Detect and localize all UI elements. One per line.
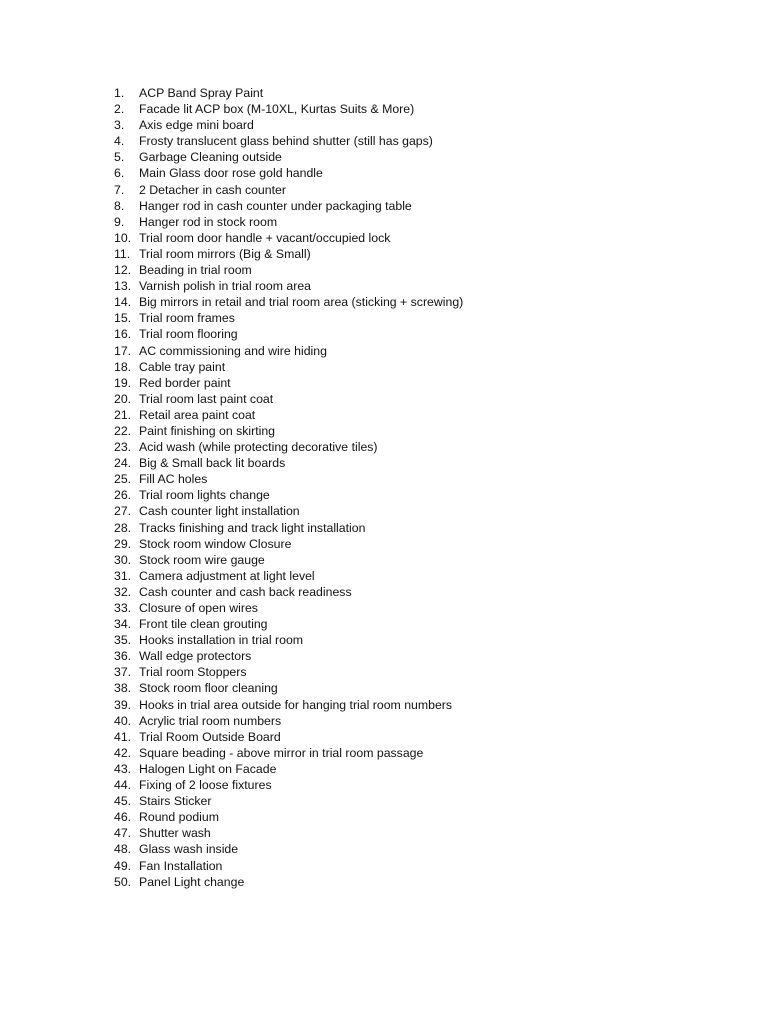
list-item-text: Panel Light change <box>139 874 245 889</box>
list-item-text: Big mirrors in retail and trial room area (sticking + screwing) <box>139 295 464 310</box>
list-item <box>114 503 463 519</box>
list-item-number: 28. <box>114 520 132 535</box>
list-item-number: 26. <box>114 488 132 503</box>
list-item <box>114 198 463 214</box>
list-item-text: Trial room frames <box>139 311 235 326</box>
list-item-text: Fill AC holes <box>139 472 208 487</box>
list-item-text: Stairs Sticker <box>139 794 212 809</box>
list-item-number: 29. <box>114 536 132 551</box>
list-item <box>114 423 463 439</box>
list-item <box>114 648 463 664</box>
list-item <box>114 375 463 391</box>
list-item <box>114 407 463 423</box>
list-item-text: Beading in trial room <box>139 263 252 278</box>
list-item-number: 36. <box>114 649 132 664</box>
list-item-text: Big & Small back lit boards <box>139 456 286 471</box>
list-item-text: Red border paint <box>139 375 231 390</box>
list-item-number: 48. <box>114 842 132 857</box>
list-item-text: Hooks in trial area outside for hanging trial room numbers <box>139 697 453 712</box>
list-item-number: 46. <box>114 810 132 825</box>
list-item <box>114 149 463 165</box>
list-item-number: 40. <box>114 713 132 728</box>
list-item <box>114 874 463 890</box>
task-list <box>114 85 463 890</box>
list-item <box>114 841 463 857</box>
list-item <box>114 439 463 455</box>
list-item-text: AC commissioning and wire hiding <box>139 343 327 358</box>
list-item-number: 2. <box>114 102 125 117</box>
list-item-text: Cash counter light installation <box>139 504 300 519</box>
list-item <box>114 809 463 825</box>
list-item-number: 38. <box>114 681 132 696</box>
list-item-number: 5. <box>114 150 125 165</box>
list-item <box>114 278 463 294</box>
list-item <box>114 214 463 230</box>
list-item-number: 3. <box>114 118 125 133</box>
list-item-number: 37. <box>114 665 132 680</box>
list-item-text: Garbage Cleaning outside <box>139 150 282 165</box>
list-item <box>114 471 463 487</box>
list-item <box>114 729 463 745</box>
list-item-number: 32. <box>114 584 132 599</box>
list-item <box>114 680 463 696</box>
list-item-text: Facade lit ACP box (M-10XL, Kurtas Suits & More) <box>139 102 415 117</box>
list-item <box>114 391 463 407</box>
list-item-text: Trial room lights change <box>139 488 270 503</box>
list-item-text: Trial room mirrors (Big & Small) <box>139 246 311 261</box>
list-item-text: Glass wash inside <box>139 842 239 857</box>
list-item-number: 13. <box>114 279 132 294</box>
list-item <box>114 713 463 729</box>
list-item-number: 18. <box>114 359 132 374</box>
list-item-text: Fixing of 2 loose fixtures <box>139 778 272 793</box>
list-item-number: 16. <box>114 327 132 342</box>
list-item-text: Main Glass door rose gold handle <box>139 166 323 181</box>
list-item-text: Paint finishing on skirting <box>139 423 276 438</box>
list-item-number: 12. <box>114 263 132 278</box>
list-item-number: 17. <box>114 343 132 358</box>
list-item <box>114 697 463 713</box>
list-item-text: Hooks installation in trial room <box>139 633 304 648</box>
list-item-number: 30. <box>114 552 132 567</box>
list-item-number: 47. <box>114 826 132 841</box>
list-item <box>114 262 463 278</box>
list-item <box>114 600 463 616</box>
list-item-number: 23. <box>114 440 132 455</box>
list-item-number: 4. <box>114 134 125 149</box>
list-item-text: Front tile clean grouting <box>139 617 268 632</box>
list-item <box>114 310 463 326</box>
list-item-text: Tracks finishing and track light installation <box>139 520 366 535</box>
list-item <box>114 326 463 342</box>
list-item <box>114 85 463 101</box>
list-item-number: 20. <box>114 391 132 406</box>
list-item-number: 7. <box>114 182 125 197</box>
list-item <box>114 793 463 809</box>
list-item <box>114 294 463 310</box>
list-item-text: Stock room floor cleaning <box>139 681 278 696</box>
list-item-number: 1. <box>114 86 125 100</box>
list-item-text: Retail area paint coat <box>139 407 256 422</box>
list-item <box>114 536 463 552</box>
list-item <box>114 101 463 117</box>
list-item-number: 21. <box>114 407 132 422</box>
list-item-text: Closure of open wires <box>139 601 258 615</box>
list-item-text: ACP Band Spray Paint <box>139 86 264 100</box>
list-item-number: 42. <box>114 745 132 760</box>
list-item-number: 45. <box>114 794 132 809</box>
list-item-text: Frosty translucent glass behind shutter (still has gaps) <box>139 134 433 149</box>
list-item-number: 44. <box>114 778 132 793</box>
list-item-text: Trial room last paint coat <box>139 391 274 406</box>
list-item <box>114 230 463 246</box>
list-item <box>114 664 463 680</box>
list-item <box>114 343 463 359</box>
list-item-number: 10. <box>114 230 132 245</box>
list-item-number: 34. <box>114 617 132 632</box>
list-item <box>114 568 463 584</box>
list-item-text: Hanger rod in stock room <box>139 214 278 229</box>
list-item <box>114 359 463 375</box>
list-item <box>114 133 463 149</box>
list-item <box>114 777 463 793</box>
list-item-text: Cable tray paint <box>139 359 226 374</box>
list-item-number: 6. <box>114 166 125 181</box>
list-item-text: Trial room flooring <box>139 327 238 342</box>
list-item-text: Acid wash (while protecting decorative tiles) <box>139 440 378 455</box>
list-item <box>114 246 463 262</box>
list-item-number: 9. <box>114 214 125 229</box>
list-item-text: Trial Room Outside Board <box>139 729 281 744</box>
list-item-text: Acrylic trial room numbers <box>139 713 282 728</box>
list-item <box>114 616 463 632</box>
list-item <box>114 825 463 841</box>
list-item-number: 50. <box>114 874 132 889</box>
list-item-number: 14. <box>114 295 132 310</box>
list-item-text: Stock room wire gauge <box>139 552 265 567</box>
list-item <box>114 117 463 133</box>
list-item-number: 27. <box>114 504 132 519</box>
list-item-text: Wall edge protectors <box>139 649 252 664</box>
list-item <box>114 632 463 648</box>
list-item <box>114 858 463 874</box>
list-item-text: Shutter wash <box>139 826 211 841</box>
list-item-text: Trial room door handle + vacant/occupied lock <box>139 230 391 245</box>
list-item <box>114 165 463 181</box>
list-item-number: 43. <box>114 761 132 776</box>
list-item <box>114 584 463 600</box>
list-item-text: Varnish polish in trial room area <box>139 279 312 294</box>
list-item-number: 39. <box>114 697 132 712</box>
list-item-number: 22. <box>114 423 132 438</box>
list-item <box>114 455 463 471</box>
list-item-text: Hanger rod in cash counter under packaging table <box>139 198 412 213</box>
list-item-number: 41. <box>114 729 132 744</box>
list-item <box>114 487 463 503</box>
list-item-number: 25. <box>114 472 132 487</box>
list-item-text: Trial room Stoppers <box>139 665 247 680</box>
list-item-number: 33. <box>114 601 132 615</box>
list-item-number: 31. <box>114 568 132 583</box>
list-item <box>114 182 463 198</box>
list-item-text: Camera adjustment at light level <box>139 568 315 583</box>
list-item-number: 24. <box>114 456 132 471</box>
list-item-text: Square beading - above mirror in trial room passage <box>139 745 424 760</box>
list-item-text: Halogen Light on Facade <box>139 761 277 776</box>
list-item-number: 8. <box>114 198 125 213</box>
list-item <box>114 552 463 568</box>
list-item-number: 49. <box>114 858 132 873</box>
list-item-number: 35. <box>114 633 132 648</box>
list-item-number: 11. <box>114 246 131 261</box>
list-item <box>114 761 463 777</box>
list-item-text: Cash counter and cash back readiness <box>139 584 352 599</box>
list-item-text: Axis edge mini board <box>139 118 254 133</box>
list-item-text: 2 Detacher in cash counter <box>139 182 286 197</box>
list-item-text: Stock room window Closure <box>139 536 292 551</box>
list-item-text: Fan Installation <box>139 858 223 873</box>
list-item <box>114 745 463 761</box>
list-item-text: Round podium <box>139 810 219 825</box>
list-item-number: 19. <box>114 375 132 390</box>
list-item <box>114 520 463 536</box>
list-item-number: 15. <box>114 311 132 326</box>
